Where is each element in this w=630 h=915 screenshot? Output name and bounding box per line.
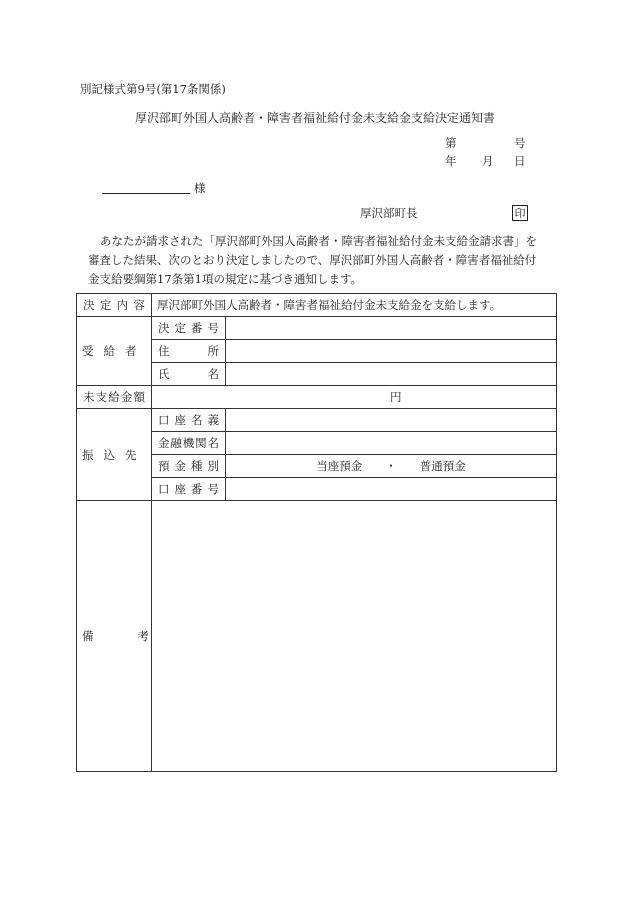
decision-label: 決定内容 — [77, 294, 152, 317]
notice-body — [88, 232, 560, 289]
body-line-3: 金支給要綱第17条第1項の規定に基づき通知します。 — [88, 272, 363, 286]
name-value[interactable] — [226, 363, 557, 386]
deposit-type-value[interactable]: 当座預金 ・ 普通預金 — [226, 455, 557, 478]
account-number-value[interactable] — [226, 478, 557, 501]
number-prefix: 第 — [445, 136, 457, 150]
name-label: 氏名 — [152, 363, 226, 386]
decision-number-value[interactable] — [226, 317, 557, 340]
date-year: 年 — [445, 154, 457, 168]
amount-unit: 円 — [390, 390, 402, 404]
address-value[interactable] — [226, 340, 557, 363]
address-label: 住所 — [152, 340, 226, 363]
date-day: 日 — [514, 154, 526, 168]
document-title: 厚沢部町外国人高齢者・障害者福祉給付金未支給金支給決定通知書 — [134, 111, 495, 125]
decision-table — [76, 293, 557, 772]
bank-value[interactable] — [226, 432, 557, 455]
date-month: 月 — [482, 154, 494, 168]
remarks-label: 備考 — [77, 501, 152, 772]
body-line-2: 審査した結果、次のとおり決定しましたので、厚沢部町外国人高齢者・障害者福祉給付 — [88, 253, 537, 267]
amount-value[interactable] — [152, 386, 557, 409]
recipient-name-line — [102, 193, 190, 194]
issuer-name: 厚沢部町長 — [360, 206, 418, 220]
account-holder-value[interactable] — [226, 409, 557, 432]
account-number-label: 口座番号 — [152, 478, 226, 501]
account-holder-label: 口座名義 — [152, 409, 226, 432]
remarks-value[interactable] — [152, 501, 557, 772]
decision-number-label: 決定番号 — [152, 317, 226, 340]
recipient-honorific: 様 — [194, 181, 206, 195]
recipient-label: 受給者 — [77, 317, 152, 386]
body-line-1: あなたが請求された「厚沢部町外国人高齢者・障害者福祉給付金未支給金請求書」を — [100, 234, 537, 248]
amount-label: 未支給金額 — [77, 386, 152, 409]
transfer-label: 振込先 — [77, 409, 152, 501]
bank-label: 金融機関名 — [152, 432, 226, 455]
seal-icon: 印 — [512, 205, 528, 221]
number-suffix: 号 — [514, 136, 526, 150]
form-id: 別記様式第9号(第17条関係) — [80, 82, 226, 96]
deposit-type-label: 預金種別 — [152, 455, 226, 478]
decision-value: 厚沢部町外国人高齢者・障害者福祉給付金未支給金を支給します。 — [152, 294, 557, 317]
